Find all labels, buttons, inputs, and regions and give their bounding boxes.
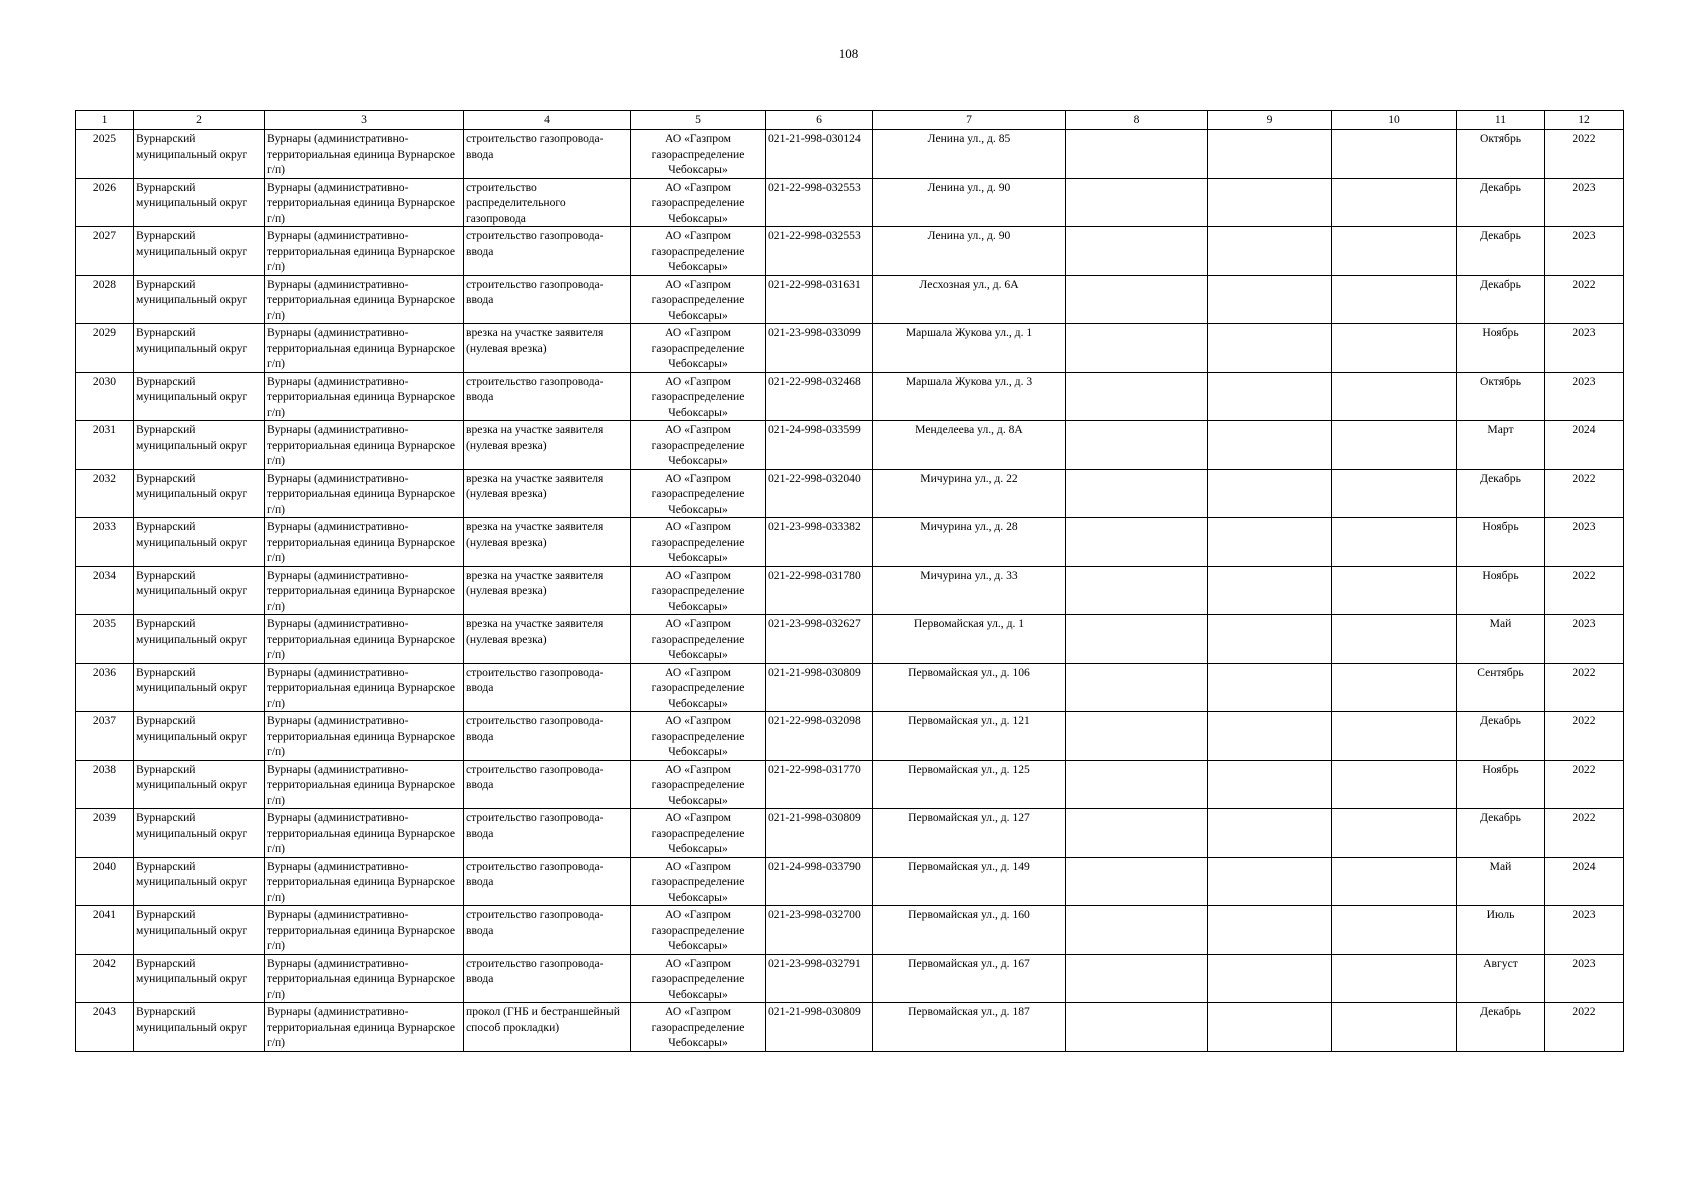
year-cell: 2023: [1545, 324, 1624, 373]
table-row: [76, 857, 1624, 906]
organization-cell: АО «Газпром газораспределение Чебоксары»: [631, 566, 766, 615]
column-10-cell: [1332, 566, 1457, 615]
address-cell: Первомайская ул., д. 149: [873, 857, 1066, 906]
month-cell: Декабрь: [1457, 809, 1545, 858]
column-9-cell: [1208, 324, 1332, 373]
column-header-12: 12: [1545, 111, 1624, 130]
column-8-cell: [1066, 227, 1208, 276]
row-number: 2031: [76, 421, 134, 470]
row-number: 2025: [76, 130, 134, 179]
address-cell: Лесхозная ул., д. 6А: [873, 275, 1066, 324]
district-cell: Вурнарский муниципальный округ: [134, 760, 265, 809]
column-10-cell: [1332, 324, 1457, 373]
table-row: [76, 712, 1624, 761]
row-number: 2032: [76, 469, 134, 518]
address-cell: Первомайская ул., д. 160: [873, 906, 1066, 955]
column-10-cell: [1332, 1003, 1457, 1052]
settlement-cell: Вурнары (административно-территориальная единица Вурнарское г/п): [265, 663, 464, 712]
work-type-cell: строительство газопровода-ввода: [464, 275, 631, 324]
address-cell: Ленина ул., д. 85: [873, 130, 1066, 179]
settlement-cell: Вурнары (административно-территориальная единица Вурнарское г/п): [265, 178, 464, 227]
organization-cell: АО «Газпром газораспределение Чебоксары»: [631, 615, 766, 664]
work-type-cell: врезка на участке заявителя (нулевая врезка): [464, 518, 631, 567]
month-cell: Ноябрь: [1457, 760, 1545, 809]
table-row: [76, 615, 1624, 664]
column-header-1: 1: [76, 111, 134, 130]
address-cell: Маршала Жукова ул., д. 3: [873, 372, 1066, 421]
row-number: 2026: [76, 178, 134, 227]
table-row: [76, 1003, 1624, 1052]
code-cell: 021-24-998-033599: [766, 421, 873, 470]
work-type-cell: врезка на участке заявителя (нулевая врезка): [464, 469, 631, 518]
column-10-cell: [1332, 809, 1457, 858]
month-cell: Декабрь: [1457, 275, 1545, 324]
column-8-cell: [1066, 809, 1208, 858]
row-number: 2033: [76, 518, 134, 567]
address-cell: Первомайская ул., д. 187: [873, 1003, 1066, 1052]
month-cell: Ноябрь: [1457, 566, 1545, 615]
month-cell: Май: [1457, 857, 1545, 906]
column-10-cell: [1332, 227, 1457, 276]
month-cell: Декабрь: [1457, 712, 1545, 761]
work-type-cell: строительство газопровода-ввода: [464, 663, 631, 712]
column-9-cell: [1208, 857, 1332, 906]
month-cell: Декабрь: [1457, 227, 1545, 276]
month-cell: Декабрь: [1457, 1003, 1545, 1052]
code-cell: 021-22-998-031770: [766, 760, 873, 809]
month-cell: Декабрь: [1457, 469, 1545, 518]
year-cell: 2022: [1545, 1003, 1624, 1052]
column-10-cell: [1332, 372, 1457, 421]
column-header-10: 10: [1332, 111, 1457, 130]
code-cell: 021-23-998-032627: [766, 615, 873, 664]
organization-cell: АО «Газпром газораспределение Чебоксары»: [631, 372, 766, 421]
settlement-cell: Вурнары (административно-территориальная единица Вурнарское г/п): [265, 469, 464, 518]
table-row: [76, 809, 1624, 858]
year-cell: 2022: [1545, 469, 1624, 518]
code-cell: 021-22-998-032098: [766, 712, 873, 761]
year-cell: 2024: [1545, 857, 1624, 906]
table-row: [76, 178, 1624, 227]
column-9-cell: [1208, 712, 1332, 761]
district-cell: Вурнарский муниципальный округ: [134, 178, 265, 227]
settlement-cell: Вурнары (административно-территориальная единица Вурнарское г/п): [265, 954, 464, 1003]
column-9-cell: [1208, 760, 1332, 809]
address-cell: Мичурина ул., д. 22: [873, 469, 1066, 518]
month-cell: Июль: [1457, 906, 1545, 955]
work-type-cell: строительство газопровода-ввода: [464, 130, 631, 179]
work-type-cell: строительство газопровода-ввода: [464, 712, 631, 761]
column-8-cell: [1066, 275, 1208, 324]
table-header: [76, 111, 1624, 130]
organization-cell: АО «Газпром газораспределение Чебоксары»: [631, 809, 766, 858]
column-8-cell: [1066, 857, 1208, 906]
organization-cell: АО «Газпром газораспределение Чебоксары»: [631, 712, 766, 761]
table-row: [76, 130, 1624, 179]
month-cell: Ноябрь: [1457, 518, 1545, 567]
district-cell: Вурнарский муниципальный округ: [134, 663, 265, 712]
address-cell: Маршала Жукова ул., д. 1: [873, 324, 1066, 373]
year-cell: 2023: [1545, 227, 1624, 276]
settlement-cell: Вурнары (административно-территориальная единица Вурнарское г/п): [265, 906, 464, 955]
code-cell: 021-21-998-030809: [766, 1003, 873, 1052]
settlement-cell: Вурнары (административно-территориальная единица Вурнарское г/п): [265, 275, 464, 324]
column-10-cell: [1332, 663, 1457, 712]
column-9-cell: [1208, 906, 1332, 955]
settlement-cell: Вурнары (административно-территориальная единица Вурнарское г/п): [265, 1003, 464, 1052]
address-cell: Ленина ул., д. 90: [873, 227, 1066, 276]
column-9-cell: [1208, 372, 1332, 421]
row-number: 2034: [76, 566, 134, 615]
column-9-cell: [1208, 518, 1332, 567]
code-cell: 021-23-998-032791: [766, 954, 873, 1003]
code-cell: 021-22-998-031631: [766, 275, 873, 324]
settlement-cell: Вурнары (административно-территориальная единица Вурнарское г/п): [265, 760, 464, 809]
code-cell: 021-23-998-033099: [766, 324, 873, 373]
year-cell: 2022: [1545, 566, 1624, 615]
year-cell: 2022: [1545, 275, 1624, 324]
code-cell: 021-24-998-033790: [766, 857, 873, 906]
code-cell: 021-22-998-032468: [766, 372, 873, 421]
work-type-cell: врезка на участке заявителя (нулевая врезка): [464, 566, 631, 615]
work-type-cell: врезка на участке заявителя (нулевая врезка): [464, 421, 631, 470]
column-9-cell: [1208, 178, 1332, 227]
address-cell: Мичурина ул., д. 33: [873, 566, 1066, 615]
address-cell: Ленина ул., д. 90: [873, 178, 1066, 227]
year-cell: 2022: [1545, 130, 1624, 179]
month-cell: Ноябрь: [1457, 324, 1545, 373]
column-10-cell: [1332, 421, 1457, 470]
year-cell: 2023: [1545, 954, 1624, 1003]
column-header-9: 9: [1208, 111, 1332, 130]
row-number: 2029: [76, 324, 134, 373]
column-9-cell: [1208, 809, 1332, 858]
row-number: 2038: [76, 760, 134, 809]
table-row: [76, 663, 1624, 712]
work-type-cell: строительство газопровода-ввода: [464, 954, 631, 1003]
table-row: [76, 760, 1624, 809]
year-cell: 2022: [1545, 712, 1624, 761]
year-cell: 2023: [1545, 615, 1624, 664]
month-cell: Декабрь: [1457, 178, 1545, 227]
column-10-cell: [1332, 130, 1457, 179]
column-9-cell: [1208, 227, 1332, 276]
address-cell: Первомайская ул., д. 121: [873, 712, 1066, 761]
column-header-2: 2: [134, 111, 265, 130]
column-10-cell: [1332, 615, 1457, 664]
column-8-cell: [1066, 760, 1208, 809]
organization-cell: АО «Газпром газораспределение Чебоксары»: [631, 1003, 766, 1052]
settlement-cell: Вурнары (административно-территориальная единица Вурнарское г/п): [265, 227, 464, 276]
organization-cell: АО «Газпром газораспределение Чебоксары»: [631, 421, 766, 470]
work-type-cell: строительство газопровода-ввода: [464, 906, 631, 955]
column-header-4: 4: [464, 111, 631, 130]
settlement-cell: Вурнары (административно-территориальная единица Вурнарское г/п): [265, 857, 464, 906]
row-number: 2030: [76, 372, 134, 421]
row-number: 2041: [76, 906, 134, 955]
row-number: 2035: [76, 615, 134, 664]
column-9-cell: [1208, 566, 1332, 615]
column-10-cell: [1332, 954, 1457, 1003]
work-type-cell: строительство газопровода-ввода: [464, 227, 631, 276]
column-header-3: 3: [265, 111, 464, 130]
column-10-cell: [1332, 760, 1457, 809]
column-10-cell: [1332, 275, 1457, 324]
column-9-cell: [1208, 954, 1332, 1003]
year-cell: 2023: [1545, 372, 1624, 421]
row-number: 2043: [76, 1003, 134, 1052]
organization-cell: АО «Газпром газораспределение Чебоксары»: [631, 857, 766, 906]
table-row: [76, 906, 1624, 955]
code-cell: 021-22-998-032553: [766, 178, 873, 227]
settlement-cell: Вурнары (административно-территориальная единица Вурнарское г/п): [265, 421, 464, 470]
row-number: 2039: [76, 809, 134, 858]
settlement-cell: Вурнары (административно-территориальная единица Вурнарское г/п): [265, 712, 464, 761]
district-cell: Вурнарский муниципальный округ: [134, 518, 265, 567]
column-header-5: 5: [631, 111, 766, 130]
code-cell: 021-21-998-030809: [766, 663, 873, 712]
column-header-7: 7: [873, 111, 1066, 130]
column-10-cell: [1332, 712, 1457, 761]
settlement-cell: Вурнары (административно-территориальная единица Вурнарское г/п): [265, 615, 464, 664]
work-type-cell: строительство распределительного газопровода: [464, 178, 631, 227]
row-number: 2042: [76, 954, 134, 1003]
year-cell: 2023: [1545, 518, 1624, 567]
organization-cell: АО «Газпром газораспределение Чебоксары»: [631, 906, 766, 955]
column-10-cell: [1332, 469, 1457, 518]
address-cell: Первомайская ул., д. 1: [873, 615, 1066, 664]
code-cell: 021-23-998-032700: [766, 906, 873, 955]
table-row: [76, 227, 1624, 276]
organization-cell: АО «Газпром газораспределение Чебоксары»: [631, 760, 766, 809]
district-cell: Вурнарский муниципальный округ: [134, 130, 265, 179]
organization-cell: АО «Газпром газораспределение Чебоксары»: [631, 324, 766, 373]
row-number: 2036: [76, 663, 134, 712]
column-8-cell: [1066, 469, 1208, 518]
table-row: [76, 275, 1624, 324]
column-9-cell: [1208, 1003, 1332, 1052]
district-cell: Вурнарский муниципальный округ: [134, 857, 265, 906]
column-9-cell: [1208, 421, 1332, 470]
work-type-cell: врезка на участке заявителя (нулевая врезка): [464, 615, 631, 664]
code-cell: 021-21-998-030809: [766, 809, 873, 858]
organization-cell: АО «Газпром газораспределение Чебоксары»: [631, 518, 766, 567]
district-cell: Вурнарский муниципальный округ: [134, 469, 265, 518]
column-8-cell: [1066, 421, 1208, 470]
column-10-cell: [1332, 906, 1457, 955]
column-8-cell: [1066, 712, 1208, 761]
address-cell: Менделеева ул., д. 8А: [873, 421, 1066, 470]
code-cell: 021-23-998-033382: [766, 518, 873, 567]
year-cell: 2023: [1545, 906, 1624, 955]
year-cell: 2023: [1545, 178, 1624, 227]
month-cell: Сентябрь: [1457, 663, 1545, 712]
code-cell: 021-22-998-031780: [766, 566, 873, 615]
district-cell: Вурнарский муниципальный округ: [134, 275, 265, 324]
district-cell: Вурнарский муниципальный округ: [134, 421, 265, 470]
column-9-cell: [1208, 130, 1332, 179]
organization-cell: АО «Газпром газораспределение Чебоксары»: [631, 178, 766, 227]
table-row: [76, 469, 1624, 518]
work-type-cell: строительство газопровода-ввода: [464, 809, 631, 858]
column-10-cell: [1332, 518, 1457, 567]
header-row: [76, 111, 1624, 130]
column-8-cell: [1066, 324, 1208, 373]
column-10-cell: [1332, 857, 1457, 906]
work-type-cell: строительство газопровода-ввода: [464, 372, 631, 421]
column-8-cell: [1066, 518, 1208, 567]
district-cell: Вурнарский муниципальный округ: [134, 954, 265, 1003]
month-cell: Август: [1457, 954, 1545, 1003]
organization-cell: АО «Газпром газораспределение Чебоксары»: [631, 130, 766, 179]
column-8-cell: [1066, 566, 1208, 615]
column-9-cell: [1208, 275, 1332, 324]
year-cell: 2022: [1545, 760, 1624, 809]
registry-table: [75, 110, 1624, 1052]
column-8-cell: [1066, 372, 1208, 421]
code-cell: 021-21-998-030124: [766, 130, 873, 179]
settlement-cell: Вурнары (административно-территориальная единица Вурнарское г/п): [265, 809, 464, 858]
table-row: [76, 954, 1624, 1003]
column-8-cell: [1066, 663, 1208, 712]
work-type-cell: прокол (ГНБ и бестраншейный способ прокладки): [464, 1003, 631, 1052]
district-cell: Вурнарский муниципальный округ: [134, 1003, 265, 1052]
column-9-cell: [1208, 663, 1332, 712]
organization-cell: АО «Газпром газораспределение Чебоксары»: [631, 469, 766, 518]
page-number: 108: [838, 46, 859, 61]
column-9-cell: [1208, 615, 1332, 664]
row-number: 2037: [76, 712, 134, 761]
table-row: [76, 324, 1624, 373]
month-cell: Март: [1457, 421, 1545, 470]
column-8-cell: [1066, 954, 1208, 1003]
column-8-cell: [1066, 615, 1208, 664]
organization-cell: АО «Газпром газораспределение Чебоксары»: [631, 275, 766, 324]
address-cell: Первомайская ул., д. 125: [873, 760, 1066, 809]
column-8-cell: [1066, 130, 1208, 179]
address-cell: Первомайская ул., д. 167: [873, 954, 1066, 1003]
code-cell: 021-22-998-032553: [766, 227, 873, 276]
organization-cell: АО «Газпром газораспределение Чебоксары»: [631, 663, 766, 712]
column-10-cell: [1332, 178, 1457, 227]
year-cell: 2024: [1545, 421, 1624, 470]
month-cell: Май: [1457, 615, 1545, 664]
district-cell: Вурнарский муниципальный округ: [134, 324, 265, 373]
settlement-cell: Вурнары (административно-территориальная единица Вурнарское г/п): [265, 372, 464, 421]
organization-cell: АО «Газпром газораспределение Чебоксары»: [631, 227, 766, 276]
settlement-cell: Вурнары (административно-территориальная единица Вурнарское г/п): [265, 518, 464, 567]
district-cell: Вурнарский муниципальный округ: [134, 906, 265, 955]
district-cell: Вурнарский муниципальный округ: [134, 227, 265, 276]
column-header-8: 8: [1066, 111, 1208, 130]
table-row: [76, 372, 1624, 421]
table-body: [76, 130, 1624, 1052]
column-8-cell: [1066, 1003, 1208, 1052]
column-header-6: 6: [766, 111, 873, 130]
table-row: [76, 518, 1624, 567]
table-row: [76, 566, 1624, 615]
work-type-cell: строительство газопровода-ввода: [464, 760, 631, 809]
year-cell: 2022: [1545, 809, 1624, 858]
column-8-cell: [1066, 906, 1208, 955]
district-cell: Вурнарский муниципальный округ: [134, 372, 265, 421]
settlement-cell: Вурнары (административно-территориальная единица Вурнарское г/п): [265, 566, 464, 615]
row-number: 2028: [76, 275, 134, 324]
settlement-cell: Вурнары (административно-территориальная единица Вурнарское г/п): [265, 130, 464, 179]
column-8-cell: [1066, 178, 1208, 227]
code-cell: 021-22-998-032040: [766, 469, 873, 518]
organization-cell: АО «Газпром газораспределение Чебоксары»: [631, 954, 766, 1003]
column-header-11: 11: [1457, 111, 1545, 130]
table-row: [76, 421, 1624, 470]
settlement-cell: Вурнары (административно-территориальная единица Вурнарское г/п): [265, 324, 464, 373]
district-cell: Вурнарский муниципальный округ: [134, 615, 265, 664]
work-type-cell: врезка на участке заявителя (нулевая врезка): [464, 324, 631, 373]
address-cell: Первомайская ул., д. 127: [873, 809, 1066, 858]
column-9-cell: [1208, 469, 1332, 518]
row-number: 2027: [76, 227, 134, 276]
address-cell: Мичурина ул., д. 28: [873, 518, 1066, 567]
month-cell: Октябрь: [1457, 372, 1545, 421]
month-cell: Октябрь: [1457, 130, 1545, 179]
year-cell: 2022: [1545, 663, 1624, 712]
district-cell: Вурнарский муниципальный округ: [134, 566, 265, 615]
district-cell: Вурнарский муниципальный округ: [134, 809, 265, 858]
row-number: 2040: [76, 857, 134, 906]
address-cell: Первомайская ул., д. 106: [873, 663, 1066, 712]
district-cell: Вурнарский муниципальный округ: [134, 712, 265, 761]
work-type-cell: строительство газопровода-ввода: [464, 857, 631, 906]
